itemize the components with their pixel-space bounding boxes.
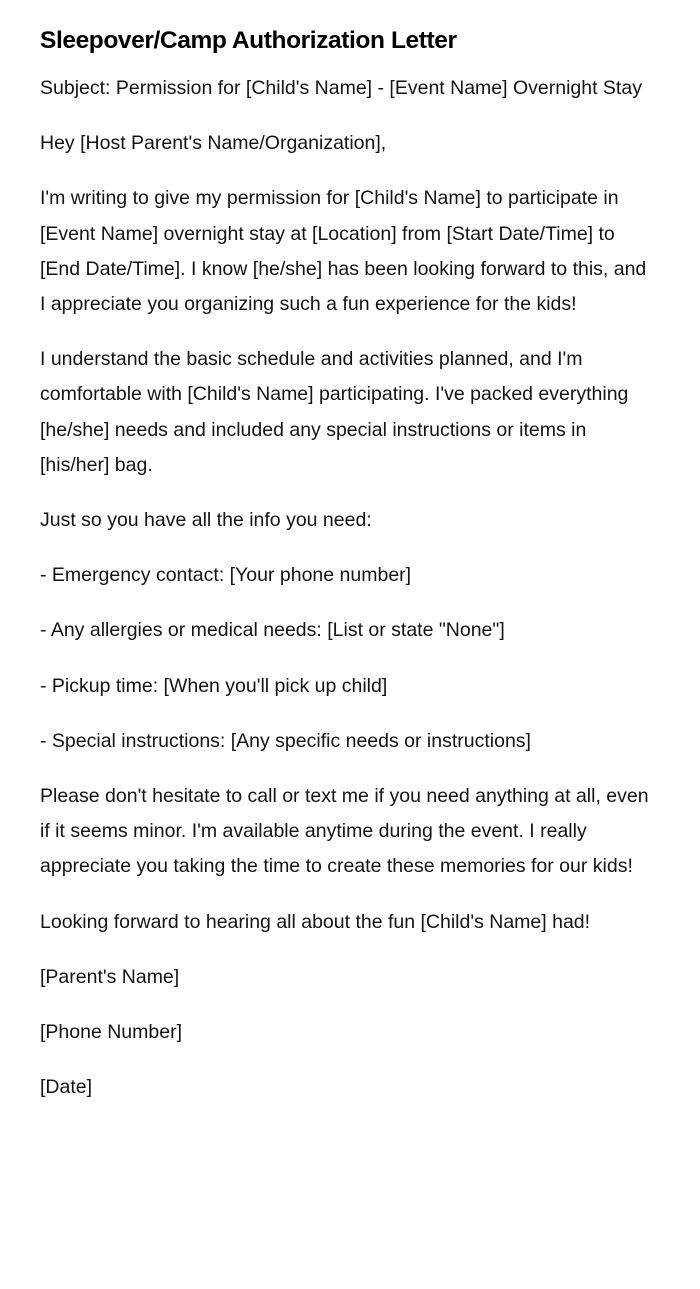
info-item-pickup-time: - Pickup time: [When you'll pick up child] xyxy=(40,674,388,697)
letter-title: Sleepover/Camp Authorization Letter xyxy=(40,27,457,54)
signature-name: [Parent's Name] xyxy=(40,965,180,988)
info-item-special-instructions: - Special instructions: [Any specific needs or instructions] xyxy=(40,729,531,752)
info-intro: Just so you have all the info you need: xyxy=(40,509,372,532)
body-paragraph-permission: I'm writing to give my permission for [Child's Name] to participate in [Event Name] overnight stay at [Location] from [Start Date/Time] to [End Date/Time]. I know [he/she] has been looking forward to this, and I appreciate you organizing such a fun experience for the kids! xyxy=(40,187,647,316)
info-item-emergency-contact: - Emergency contact: [Your phone number] xyxy=(40,564,412,587)
closing-line: Looking forward to hearing all about the fun [Child's Name] had! xyxy=(40,910,591,933)
body-paragraph-schedule: I understand the basic schedule and activities planned, and I'm comfortable with [Child's Name] participating. I've packed everything [he/she] needs and included any special instructions or items in [his/her] bag. xyxy=(40,348,629,476)
signature-date: [Date] xyxy=(40,1076,93,1099)
body-paragraph-contact: Please don't hesitate to call or text me if you need anything at all, even if it seems minor. I'm available anytime during the event. I really appreciate you taking the time to create these memories for our kids! xyxy=(40,785,649,878)
subject-line: Subject: Permission for [Child's Name] - [Event Name] Overnight Stay xyxy=(40,77,642,99)
info-item-allergies: - Any allergies or medical needs: [List or state "None"] xyxy=(40,619,505,642)
signature-phone: [Phone Number] xyxy=(40,1021,182,1044)
greeting: Hey [Host Parent's Name/Organization], xyxy=(40,132,387,155)
letter xyxy=(40,22,650,1125)
